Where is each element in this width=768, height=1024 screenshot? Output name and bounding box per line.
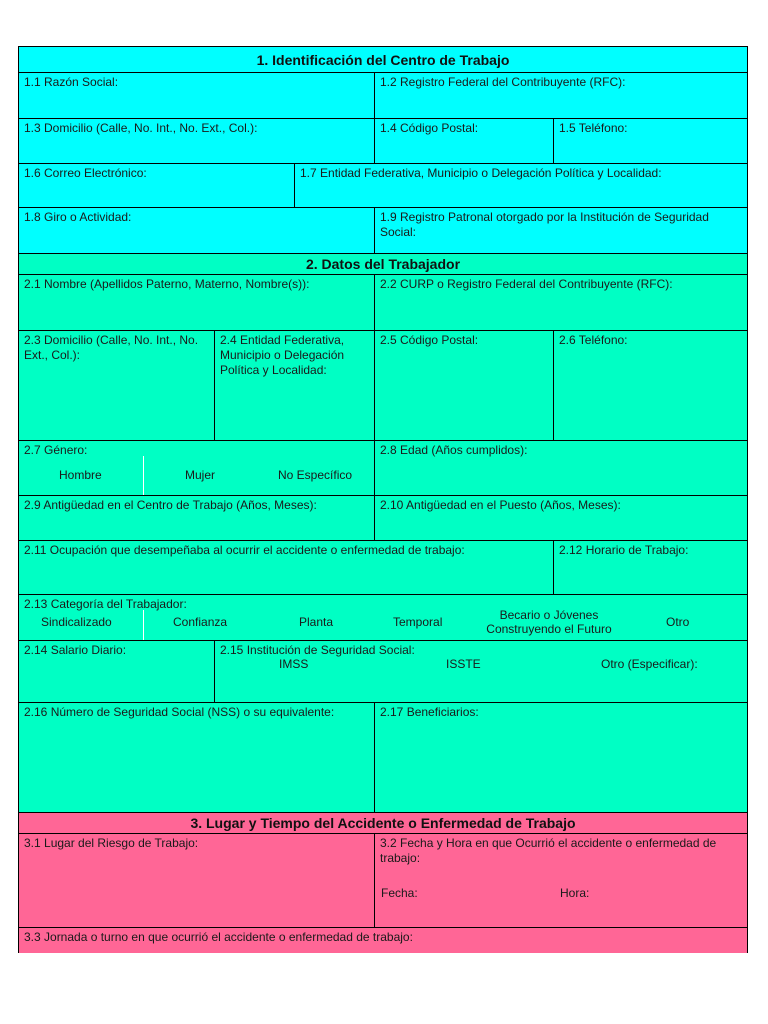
label: 2.15 Institución de Seguridad Social:: [220, 643, 415, 657]
option-no-especifico[interactable]: No Específico: [278, 468, 353, 482]
field-nss[interactable]: [19, 703, 375, 812]
row-2-1: [18, 275, 748, 331]
field-registro-patronal[interactable]: [375, 208, 747, 253]
field-ocupacion[interactable]: [19, 541, 554, 594]
label: 2.4 Entidad Federativa, Municipio o Delegación Política y Localidad:: [220, 333, 345, 377]
row-1-1: [18, 73, 748, 119]
label: 2.10 Antigüedad en el Puesto (Años, Meses):: [380, 498, 621, 512]
row-3-3: [18, 928, 748, 953]
option-sindicalizado[interactable]: Sindicalizado: [41, 615, 112, 629]
option-otro-institucion[interactable]: Otro (Especificar):: [601, 657, 698, 671]
field-rfc-centro[interactable]: [375, 73, 747, 118]
fecha-label[interactable]: Fecha:: [381, 886, 418, 900]
field-giro[interactable]: [19, 208, 375, 253]
label: 3.3 Jornada o turno en que ocurrió el accidente o enfermedad de trabajo:: [24, 930, 413, 944]
section-1-title: 1. Identificación del Centro de Trabajo: [256, 51, 510, 68]
section-1-header: [18, 46, 748, 73]
option-imss[interactable]: IMSS: [279, 657, 309, 671]
field-salario[interactable]: [19, 641, 215, 702]
label: 1.9 Registro Patronal otorgado por la Institución de Seguridad Social:: [380, 210, 709, 239]
section-2-header: [18, 254, 748, 275]
field-beneficiarios[interactable]: [375, 703, 747, 812]
field-curp[interactable]: [375, 275, 747, 330]
label: 2.6 Teléfono:: [559, 333, 628, 347]
row-2-14: [18, 641, 748, 703]
label: 2.5 Código Postal:: [380, 333, 479, 347]
option-planta[interactable]: Planta: [299, 615, 334, 629]
row-3-1: [18, 834, 748, 928]
divider: [143, 456, 144, 495]
accident-report-form: [18, 46, 748, 953]
row-2-3: [18, 331, 748, 441]
row-2-16: [18, 703, 748, 813]
label: 1.3 Domicilio (Calle, No. Int., No. Ext., Col.):: [24, 121, 258, 135]
row-1-3: [18, 119, 748, 164]
field-domicilio-trabajador[interactable]: [19, 331, 215, 440]
row-2-11: [18, 541, 748, 595]
field-jornada[interactable]: [19, 928, 747, 953]
label: 2.3 Domicilio (Calle, No. Int., No. Ext., Col.):: [24, 333, 199, 362]
label: 2.2 CURP o Registro Federal del Contribuyente (RFC):: [380, 277, 673, 291]
field-codigo-postal-trabajador[interactable]: [375, 331, 554, 440]
label: 1.2 Registro Federal del Contribuyente (RFC):: [380, 75, 626, 89]
section-3-header: [18, 813, 748, 834]
label: 3.2 Fecha y Hora en que Ocurrió el accidente o enfermedad de trabajo:: [380, 836, 717, 865]
divider: [143, 610, 144, 640]
field-razon-social[interactable]: [19, 73, 375, 118]
row-2-7: [18, 441, 748, 496]
option-mujer[interactable]: Mujer: [185, 468, 216, 482]
label: 2.8 Edad (Años cumplidos):: [380, 443, 528, 457]
field-entidad-trabajador[interactable]: [215, 331, 375, 440]
field-genero: [19, 441, 375, 495]
row-1-6: [18, 164, 748, 208]
option-confianza[interactable]: Confianza: [173, 615, 228, 629]
field-antiguedad-puesto[interactable]: [375, 496, 747, 540]
option-hombre[interactable]: Hombre: [59, 468, 102, 482]
field-telefono-trabajador[interactable]: [554, 331, 747, 440]
label: 1.8 Giro o Actividad:: [24, 210, 132, 224]
field-domicilio-centro[interactable]: [19, 119, 375, 163]
field-edad[interactable]: [375, 441, 747, 495]
label: 1.1 Razón Social:: [24, 75, 119, 89]
label: 1.5 Teléfono:: [559, 121, 628, 135]
row-2-9: [18, 496, 748, 541]
label: 2.16 Número de Seguridad Social (NSS) o su equivalente:: [24, 705, 335, 719]
field-horario[interactable]: [554, 541, 747, 594]
label: 1.4 Código Postal:: [380, 121, 479, 135]
label: 1.6 Correo Electrónico:: [24, 166, 147, 180]
field-telefono-centro[interactable]: [554, 119, 747, 163]
field-nombre[interactable]: [19, 275, 375, 330]
option-becario[interactable]: Becario o Jóvenes Construyendo el Futuro: [486, 608, 612, 636]
label: 1.7 Entidad Federativa, Municipio o Delegación Política y Localidad:: [300, 166, 662, 180]
row-1-8: [18, 208, 748, 254]
label: 2.9 Antigüedad en el Centro de Trabajo (Años, Meses):: [24, 498, 317, 512]
field-institucion: [215, 641, 747, 702]
field-codigo-postal-centro[interactable]: [375, 119, 554, 163]
label: 2.1 Nombre (Apellidos Paterno, Materno, Nombre(s)):: [24, 277, 310, 291]
field-entidad-centro[interactable]: [295, 164, 747, 207]
label: 2.17 Beneficiarios:: [380, 705, 479, 719]
label: 2.12 Horario de Trabajo:: [559, 543, 689, 557]
field-fecha-hora: [375, 834, 747, 927]
label: 2.7 Género:: [24, 443, 88, 457]
label: 2.13 Categoría del Trabajador:: [24, 597, 187, 611]
label: 3.1 Lugar del Riesgo de Trabajo:: [24, 836, 199, 850]
section-3-title: 3. Lugar y Tiempo del Accidente o Enfermedad de Trabajo: [190, 815, 576, 831]
row-2-13: [18, 595, 748, 641]
field-categoria: [19, 595, 747, 640]
field-correo[interactable]: [19, 164, 295, 207]
option-otro[interactable]: Otro: [666, 615, 690, 629]
field-antiguedad-centro[interactable]: [19, 496, 375, 540]
option-temporal[interactable]: Temporal: [393, 615, 443, 629]
option-isste[interactable]: ISSTE: [446, 657, 481, 671]
label: 2.14 Salario Diario:: [24, 643, 127, 657]
hora-label[interactable]: Hora:: [560, 886, 590, 900]
label: 2.11 Ocupación que desempeñaba al ocurrir el accidente o enfermedad de trabajo:: [24, 543, 465, 557]
field-lugar-riesgo[interactable]: [19, 834, 375, 927]
section-2-title: 2. Datos del Trabajador: [305, 256, 461, 272]
